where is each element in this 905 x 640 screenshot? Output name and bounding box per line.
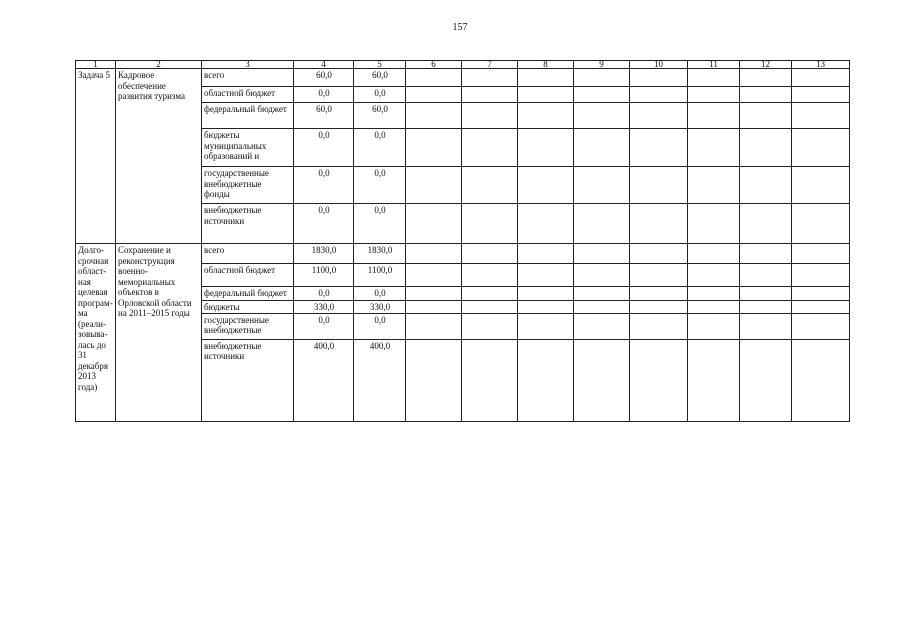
value-cell: 1100,0 — [294, 264, 354, 287]
empty-cell — [630, 69, 688, 87]
empty-cell — [406, 339, 462, 421]
empty-cell — [688, 301, 740, 314]
source-cell: областной бюджет — [202, 87, 294, 103]
empty-cell — [688, 167, 740, 204]
empty-cell — [462, 103, 518, 129]
empty-cell — [518, 339, 574, 421]
value-cell: 400,0 — [294, 339, 354, 421]
empty-cell — [740, 264, 792, 287]
empty-cell — [518, 264, 574, 287]
empty-cell — [406, 204, 462, 244]
value-cell: 0,0 — [354, 287, 406, 301]
empty-cell — [630, 313, 688, 339]
value-cell: 0,0 — [354, 204, 406, 244]
header-cell: 2 — [116, 61, 202, 69]
empty-cell — [630, 129, 688, 167]
table-row — [76, 69, 850, 87]
source-cell: всего — [202, 244, 294, 264]
header-cell: 8 — [518, 61, 574, 69]
empty-cell — [518, 87, 574, 103]
empty-cell — [406, 264, 462, 287]
empty-cell — [462, 301, 518, 314]
empty-cell — [518, 301, 574, 314]
empty-cell — [406, 167, 462, 204]
header-cell: 3 — [202, 61, 294, 69]
empty-cell — [462, 244, 518, 264]
empty-cell — [574, 264, 630, 287]
empty-cell — [792, 87, 850, 103]
empty-cell — [740, 129, 792, 167]
value-cell: 0,0 — [294, 204, 354, 244]
empty-cell — [740, 244, 792, 264]
empty-cell — [740, 339, 792, 421]
empty-cell — [406, 87, 462, 103]
empty-cell — [792, 167, 850, 204]
value-cell: 0,0 — [354, 87, 406, 103]
empty-cell — [630, 167, 688, 204]
empty-cell — [792, 103, 850, 129]
value-cell: 400,0 — [354, 339, 406, 421]
source-cell: государственные внебюджетные — [202, 313, 294, 339]
program-cell: Кадровое обеспечение развития туризма — [116, 69, 202, 244]
empty-cell — [688, 313, 740, 339]
empty-cell — [462, 167, 518, 204]
value-cell: 0,0 — [294, 313, 354, 339]
source-cell: бюджеты муниципальных образований и — [202, 129, 294, 167]
empty-cell — [406, 313, 462, 339]
value-cell: 60,0 — [354, 69, 406, 87]
empty-cell — [462, 264, 518, 287]
empty-cell — [462, 339, 518, 421]
empty-cell — [792, 313, 850, 339]
empty-cell — [688, 244, 740, 264]
empty-cell — [518, 69, 574, 87]
empty-cell — [406, 301, 462, 314]
empty-cell — [630, 301, 688, 314]
empty-cell — [462, 87, 518, 103]
empty-cell — [462, 204, 518, 244]
empty-cell — [406, 69, 462, 87]
empty-cell — [740, 87, 792, 103]
value-cell: 1830,0 — [354, 244, 406, 264]
source-cell: внебюджетные источники — [202, 339, 294, 421]
empty-cell — [518, 129, 574, 167]
empty-cell — [630, 244, 688, 264]
empty-cell — [792, 287, 850, 301]
empty-cell — [740, 301, 792, 314]
task-cell: Задача 5 — [76, 69, 116, 244]
empty-cell — [518, 204, 574, 244]
empty-cell — [574, 287, 630, 301]
empty-cell — [740, 103, 792, 129]
empty-cell — [792, 69, 850, 87]
source-cell: областной бюджет — [202, 264, 294, 287]
empty-cell — [630, 287, 688, 301]
value-cell: 0,0 — [354, 129, 406, 167]
empty-cell — [406, 244, 462, 264]
value-cell: 60,0 — [294, 103, 354, 129]
empty-cell — [406, 287, 462, 301]
empty-cell — [630, 339, 688, 421]
task-cell: Долго- срочная област- ная целевая програм- ма (реали- зовыва- лась до 31 декабря 2013 года) — [76, 244, 116, 422]
empty-cell — [406, 129, 462, 167]
empty-cell — [688, 87, 740, 103]
empty-cell — [740, 69, 792, 87]
empty-cell — [740, 287, 792, 301]
empty-cell — [574, 87, 630, 103]
empty-cell — [688, 69, 740, 87]
empty-cell — [688, 129, 740, 167]
header-cell: 10 — [630, 61, 688, 69]
empty-cell — [630, 204, 688, 244]
empty-cell — [630, 87, 688, 103]
empty-cell — [518, 244, 574, 264]
value-cell: 330,0 — [354, 301, 406, 314]
header-cell: 11 — [688, 61, 740, 69]
header-row — [76, 61, 850, 69]
empty-cell — [574, 301, 630, 314]
empty-cell — [518, 313, 574, 339]
empty-cell — [688, 264, 740, 287]
header-cell: 4 — [294, 61, 354, 69]
value-cell: 0,0 — [354, 167, 406, 204]
value-cell: 0,0 — [294, 287, 354, 301]
empty-cell — [574, 339, 630, 421]
empty-cell — [792, 129, 850, 167]
empty-cell — [462, 313, 518, 339]
header-cell: 7 — [462, 61, 518, 69]
empty-cell — [574, 129, 630, 167]
empty-cell — [740, 313, 792, 339]
source-cell: внебюджетные источники — [202, 204, 294, 244]
value-cell: 0,0 — [294, 129, 354, 167]
source-cell: бюджеты — [202, 301, 294, 314]
header-cell: 1 — [76, 61, 116, 69]
header-cell: 9 — [574, 61, 630, 69]
source-cell: всего — [202, 69, 294, 87]
empty-cell — [462, 129, 518, 167]
empty-cell — [688, 103, 740, 129]
empty-cell — [574, 244, 630, 264]
empty-cell — [574, 313, 630, 339]
page-number: 157 — [452, 22, 468, 33]
value-cell: 60,0 — [294, 69, 354, 87]
empty-cell — [630, 103, 688, 129]
value-cell: 1830,0 — [294, 244, 354, 264]
budget-table — [75, 60, 850, 422]
empty-cell — [518, 103, 574, 129]
empty-cell — [518, 287, 574, 301]
header-cell: 12 — [740, 61, 792, 69]
source-cell: государственные внебюджетные фонды — [202, 167, 294, 204]
empty-cell — [792, 264, 850, 287]
value-cell: 60,0 — [354, 103, 406, 129]
empty-cell — [792, 339, 850, 421]
empty-cell — [518, 167, 574, 204]
empty-cell — [688, 204, 740, 244]
value-cell: 0,0 — [294, 87, 354, 103]
value-cell: 1100,0 — [354, 264, 406, 287]
empty-cell — [792, 204, 850, 244]
value-cell: 0,0 — [294, 167, 354, 204]
program-cell: Сохранение и реконструкция военно- мемориальных объектов в Орловской области на 2011–2015 годы — [116, 244, 202, 422]
empty-cell — [792, 244, 850, 264]
empty-cell — [688, 339, 740, 421]
empty-cell — [792, 301, 850, 314]
empty-cell — [740, 204, 792, 244]
header-cell: 13 — [792, 61, 850, 69]
empty-cell — [740, 167, 792, 204]
empty-cell — [462, 69, 518, 87]
source-cell: федеральный бюджет — [202, 103, 294, 129]
empty-cell — [688, 287, 740, 301]
empty-cell — [574, 167, 630, 204]
value-cell: 0,0 — [354, 313, 406, 339]
empty-cell — [462, 287, 518, 301]
empty-cell — [574, 69, 630, 87]
empty-cell — [406, 103, 462, 129]
table-row — [76, 244, 850, 264]
empty-cell — [574, 204, 630, 244]
empty-cell — [574, 103, 630, 129]
empty-cell — [630, 264, 688, 287]
header-cell: 5 — [354, 61, 406, 69]
value-cell: 330,0 — [294, 301, 354, 314]
source-cell: федеральный бюджет — [202, 287, 294, 301]
header-cell: 6 — [406, 61, 462, 69]
